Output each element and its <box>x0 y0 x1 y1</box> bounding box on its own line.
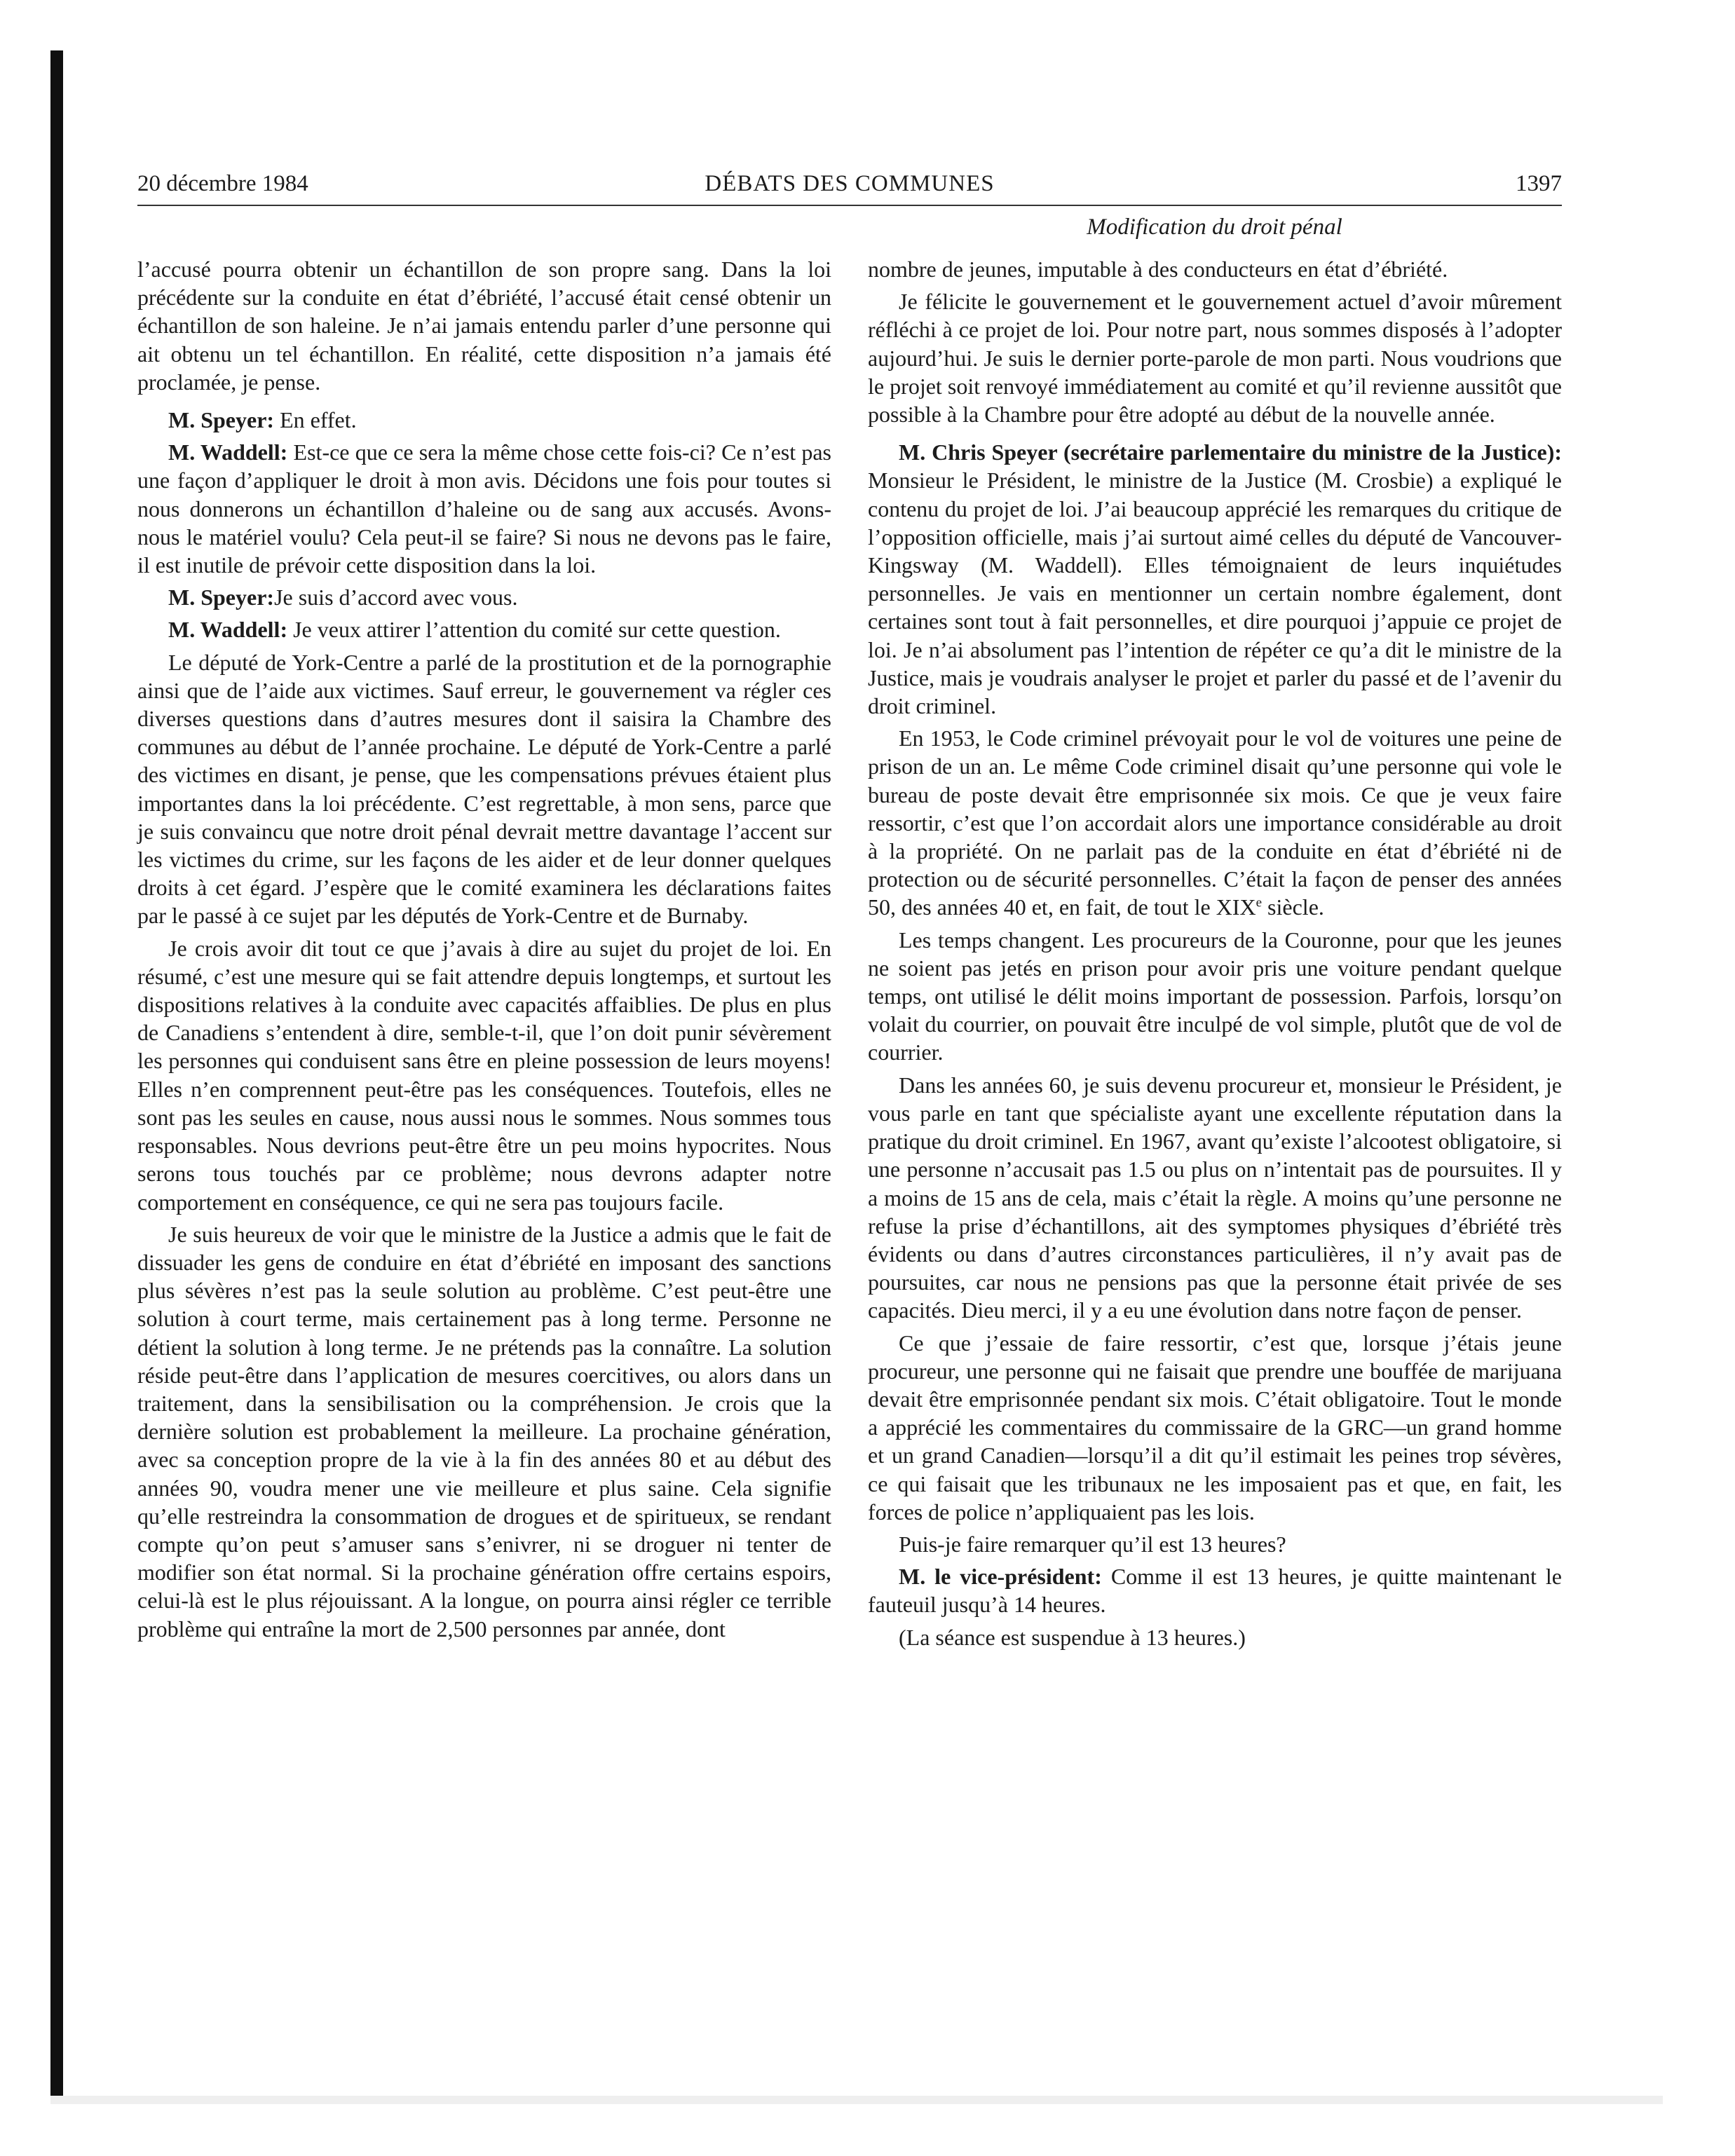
speech <box>137 438 831 579</box>
paragraph: Je crois avoir dit tout ce que j’avais à dire au sujet du projet de loi. En résumé, c’est une mesure qui se fait attendre depuis longtemps, et surtout les dispositions relatives à la conduite avec capacités affaiblies. De plus en plus de Canadiens s’entendent à dire, semble-t-il, que l’on doit punir sévèrement les personnes qui conduisent sans être en pleine possession de leurs moyens! Elles n’en comprennent peut-être pas les conséquences. Toutefois, elles ne sont pas les seules en cause, nous aussi nous le sommes. Nous sommes tous responsables. Nous devrions peut-être être un peu moins hypocrites. Nous serons tous touchés par ce problème; nous devrons adapter notre comportement en conséquence, ce qui ne sera pas toujours facile. <box>137 935 831 1215</box>
speech-text: Je suis d’accord avec vous. <box>274 585 518 610</box>
header-date: 20 décembre 1984 <box>137 171 308 196</box>
paragraph: Je suis heureux de voir que le ministre de la Justice a admis que le fait de dissuader les gens de conduire en état d’ébriété en imposant des sanctions plus sévères n’est pas la seule solution au problème. C’est peut-être une solution à court terme, mais certainement pas à long terme. Personne ne détient la solution à long terme. Je ne prétends pas la connaître. La solution réside peut-être dans l’application de mesures coercitives, ou alors dans un traitement, dans la sensibilisation ou la compréhension. Je crois que la dernière solution est probablement la meilleure. La prochaine génération, avec sa conception propre de la vie à la fin des années 80 et au début des années 90, voudra mener une vie meilleure et plus saine. Cela signifie qu’elle restreindra la consommation de drogues et de spiritueux, se rendant compte qu’on peut s’amuser sans s’enivrer, ni se droguer ni tenter de modifier son état normal. Si la prochaine génération offre certains espoirs, celui-là est le plus réjouissant. A la longue, on pourra ainsi régler ce terrible problème qui entraîne la mort de 2,500 personnes par année, dont <box>137 1221 831 1642</box>
speaker-name: M. Waddell: <box>168 617 288 643</box>
speech <box>137 615 831 643</box>
speech <box>868 1562 1562 1618</box>
paragraph: l’accusé pourra obtenir un échantillon de son propre sang. Dans la loi précédente sur la conduite en état d’ébriété, l’accusé était censé obtenir un échantillon de son haleine. Je n’ai jamais entendu parler d’une personne qui ait obtenu un tel échantillon. En réalité, cette disposition n’a jamais été proclamée, je pense. <box>137 257 831 395</box>
right-column <box>868 255 1562 1656</box>
paragraph: Ce que j’essaie de faire ressortir, c’est que, lorsque j’étais jeune procureur, une personne qui ne faisait que prendre une bouffée de marijuana devait être emprisonnée pendant six mois. C’était obligatoire. Tout le monde a apprécié les commentaires du commissaire de la GRC—un grand homme et un grand Canadien—lorsqu’il a dit qu’il estimait les peines trop sévères, ce qui faisait que les tribunaux ne les imposaient pas et que, en fait, les forces de police n’appliquaient pas les lois. <box>868 1330 1562 1524</box>
scan-bottom-edge <box>50 2096 1663 2104</box>
speaker-name: M. Waddell: <box>168 439 288 465</box>
speech-text: Monsieur le Président, le ministre de la Justice (M. Crosbie) a expliqué le contenu du projet de loi. J’ai beaucoup apprécié les remarques du critique de l’opposition officielle, mais j’ai surtout aimé celles du député de Vancouver-Kingsway (M. Waddell). Elles témoignaient de leurs inquiétudes personnelles. Je vais en mentionner un certain nombre également, dont certaines sont tout à fait personnelles, et dire pourquoi j’appuie ce projet de loi. Je n’ai absolument pas l’intention de répéter ce qu’a dit le ministre de la Justice, mais je voudrais analyser le projet et parler du passé et de l’avenir du droit criminel. <box>868 468 1562 719</box>
speaker-name: M. Chris Speyer (secrétaire parlementaire du ministre de la Justice): <box>899 439 1562 465</box>
paragraph: (La séance est suspendue à 13 heures.) <box>899 1624 1246 1650</box>
speech-text: Comme il est 13 heures, je quitte maintenant le fauteuil jusqu’à 14 heures. <box>868 1564 1563 1618</box>
speaker-name: M. le vice-président: <box>899 1564 1102 1590</box>
paragraph: Le député de York-Centre a parlé de la prostitution et de la pornographie ainsi que de l’aide aux victimes. Sauf erreur, le gouvernement va régler ces diverses questions dans d’autres mesures dont il saisira la Chambre des communes au début de l’année prochaine. Le député de York-Centre a parlé des victimes en disant, je pense, que les compensations prévues étaient plus importantes dans la loi précédente. C’est regrettable, à mon sens, parce que je suis convaincu que notre droit pénal devrait mettre davantage l’accent sur les victimes du crime, sur les façons de les aider et de leur donner quelques droits à cet égard. J’espère que le comité examinera les déclarations faites par le passé à ce sujet par les députés de York-Centre et de Burnaby. <box>137 649 831 929</box>
paragraph: Les temps changent. Les procureurs de la Couronne, pour que les jeunes ne soient pas jetés en prison pour avoir pris une voiture pendant quelque temps, ont utilisé le délit moins important de possession. Parfois, lorsqu’on volait du courrier, on pouvait être inculpé de vol simple, plutôt que de vol de courrier. <box>868 927 1562 1065</box>
page-header <box>137 167 1562 206</box>
speech-text: Je veux attirer l’attention du comité sur cette question. <box>287 617 781 643</box>
speech <box>137 406 831 434</box>
paragraph: Puis-je faire remarquer qu’il est 13 heures? <box>899 1531 1286 1557</box>
page <box>137 167 1562 2059</box>
speech <box>868 438 1562 720</box>
paragraph-text: siècle. <box>1262 894 1324 920</box>
speaker-name: M. Speyer: <box>168 407 275 433</box>
running-title: Modification du droit pénal <box>1087 214 1342 240</box>
left-column <box>137 255 831 1656</box>
paragraph: Dans les années 60, je suis devenu procureur et, monsieur le Président, je vous parle en tant que spécialiste ayant une excellente réputation dans la pratique du droit criminel. En 1967, avant qu’existe l’alcootest obligatoire, si une personne n’accusait pas 1.5 ou plus on n’intentait pas de poursuites. Il y a moins de 15 ans de cela, mais c’était la règle. A moins qu’une personne ne refuse la prise d’échantillons, ait des symptomes physiques d’ébriété très évidents ou dans d’autres circonstances particulières, il n’y avait pas de poursuites, car nous ne pensions pas que la personne était privée de ses capacités. Dieu merci, il y a eu une évolution dans notre façon de penser. <box>868 1072 1562 1323</box>
speech-text: En effet. <box>274 407 357 433</box>
header-title: DÉBATS DES COMMUNES <box>705 171 995 196</box>
body-columns <box>137 255 1562 1656</box>
paragraph: Je félicite le gouvernement et le gouvernement actuel d’avoir mûrement réfléchi à ce projet de loi. Pour notre part, nous sommes disposés à l’adopter aujourd’hui. Je suis le dernier porte-parole de mon parti. Nous voudrions que le projet soit renvoyé immédiatement au comité et qu’il revienne aussitôt que possible à la Chambre pour être adopté au début de la nouvelle année. <box>868 289 1562 428</box>
speaker-name: M. Speyer: <box>168 585 275 610</box>
speech <box>137 583 831 611</box>
paragraph <box>868 724 1562 921</box>
superscript: e <box>1256 895 1263 910</box>
paragraph-text: En 1953, le Code criminel prévoyait pour le vol de voitures une peine de prison de un an. Le même Code criminel disait qu’une personne qui vole le bureau de poste devait être emprisonnée six mois. Ce que je veux faire ressortir, c’est que l’on accordait alors une importance considérable au droit à la propriété. On ne parlait pas de la conduite en état d’ébriété ni de protection ou de sécurité personnelles. C’était la façon de penser des années 50, des années 40 et, en fait, de tout le XIX <box>868 725 1562 920</box>
paragraph: nombre de jeunes, imputable à des conducteurs en état d’ébriété. <box>868 257 1448 282</box>
speech-text: Est-ce que ce sera la même chose cette fois-ci? Ce n’est pas une façon d’appliquer le droit à mon avis. Décidons une fois pour toutes si nous donnerons un échantillon d’haleine ou de sang aux accusés. Avons-nous le matériel voulu? Cela peut-il se faire? Si nous ne devons pas le faire, il est inutile de prévoir cette disposition dans la loi. <box>137 439 832 578</box>
page-number: 1397 <box>1516 171 1562 196</box>
scan-edge <box>50 50 63 2104</box>
